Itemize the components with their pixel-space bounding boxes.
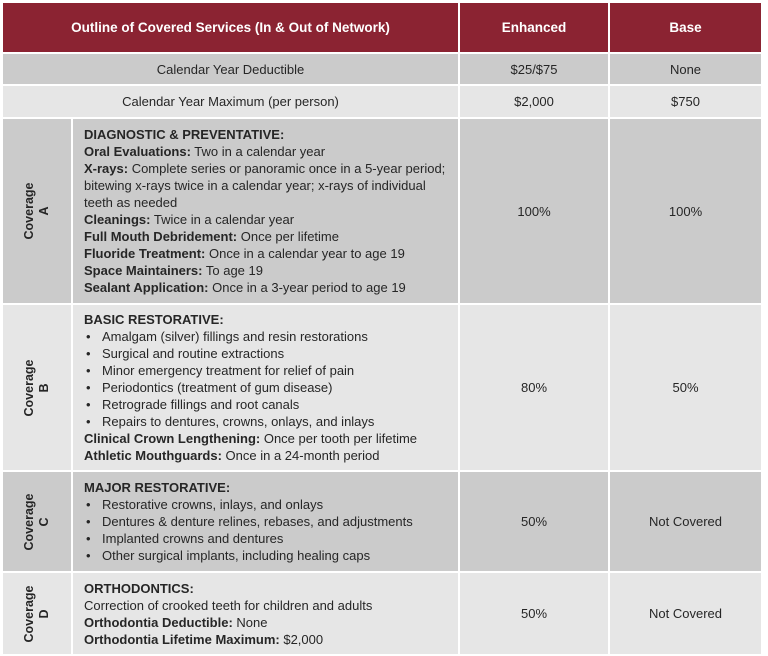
coverage-d-label-letter: D [37,608,51,619]
maximum-label: Calendar Year Maximum (per person) [3,86,458,117]
deductible-enhanced: $25/$75 [460,54,608,84]
coverage-d-line [84,614,458,631]
covered-services-table [1,1,763,656]
coverage-b-label-cell [3,305,71,470]
coverage-b-description [73,305,458,470]
coverage-c-label [22,493,52,550]
coverage-b-base: 50% [610,305,761,470]
coverage-a-base: 100% [610,119,761,303]
header-base: Base [610,3,761,52]
coverage-d-label-top: Coverage [22,585,36,642]
coverage-b-bullet-list [84,328,458,430]
coverage-b-line [84,430,458,447]
coverage-d-description [73,573,458,654]
line-text: Once in a 24-month period [221,448,380,463]
coverage-c-base: Not Covered [610,472,761,571]
list-item: • Surgical and routine extractions [84,345,458,362]
line-term: Sealant Application: [84,280,209,295]
coverage-a-label-top: Coverage [22,182,36,240]
line-term: Space Maintainers: [84,263,203,278]
maximum-enhanced: $2,000 [460,86,608,117]
line-text: Once in a calendar year to age 19 [205,246,405,261]
coverage-d-label-cell [3,573,71,654]
table-header-row [3,3,761,52]
coverage-a-title: DIAGNOSTIC & PREVENTATIVE: [84,127,285,142]
coverage-a-line [84,228,458,245]
table-row-deductible [3,54,761,84]
line-term: X-rays: [84,161,129,176]
header-enhanced: Enhanced [460,3,608,52]
line-term: Athletic Mouthguards: [84,448,222,463]
coverage-c-title: MAJOR RESTORATIVE: [84,480,231,495]
coverage-a-enhanced: 100% [460,119,608,303]
table-row-coverage-a [3,119,761,303]
coverage-a-line [84,279,458,296]
list-item: • Periodontics (treatment of gum disease) [84,379,458,396]
coverage-b-label [22,359,52,416]
coverage-c-bullet-list [84,496,458,564]
line-term: Clinical Crown Lengthening: [84,431,261,446]
line-text: Two in a calendar year [190,144,326,159]
list-item: • Repairs to dentures, crowns, onlays, and inlays [84,413,458,430]
list-item: • Dentures & denture relines, rebases, and adjustments [84,513,458,530]
line-term: Full Mouth Debridement: [84,229,238,244]
table-row-coverage-c [3,472,761,571]
coverage-d-enhanced: 50% [460,573,608,654]
deductible-label: Calendar Year Deductible [3,54,458,84]
line-term: Cleanings: [84,212,151,227]
coverage-d-label [22,585,52,642]
coverage-c-label-top: Coverage [22,493,36,550]
coverage-b-enhanced: 80% [460,305,608,470]
coverage-b-title: BASIC RESTORATIVE: [84,312,224,327]
coverage-c-enhanced: 50% [460,472,608,571]
coverage-a-line [84,262,458,279]
coverage-a-label [22,183,52,240]
coverage-b-label-letter: B [37,382,51,393]
list-item: • Minor emergency treatment for relief of pain [84,362,458,379]
coverage-b-line [84,447,458,464]
list-item: • Amalgam (silver) fillings and resin restorations [84,328,458,345]
coverage-a-line [84,143,458,160]
line-text: Once per tooth per lifetime [260,431,418,446]
table-row-coverage-d [3,573,761,654]
list-item: • Other surgical implants, including healing caps [84,547,458,564]
table-row-coverage-b [3,305,761,470]
line-term: Fluoride Treatment: [84,246,206,261]
coverage-d-line [84,631,458,648]
coverage-a-label-letter: A [37,206,51,216]
coverage-a-line [84,245,458,262]
line-text: To age 19 [202,263,263,278]
coverage-c-description [73,472,458,571]
maximum-base: $750 [610,86,761,117]
header-services: Outline of Covered Services (In & Out of Network) [3,3,458,52]
line-term: Orthodontia Deductible: [84,614,233,630]
list-item: • Restorative crowns, inlays, and onlays [84,496,458,513]
line-text: Complete series or panoramic once in a 5-year period; bitewing x-rays twice in a calendar year; x-rays of individual teeth as needed [84,161,446,210]
coverage-c-label-cell [3,472,71,571]
coverage-c-label-letter: C [37,516,51,527]
line-text: None [232,614,268,630]
coverage-b-label-top: Coverage [22,359,36,416]
line-text: Once in a 3-year period to age 19 [208,280,406,295]
line-term: Orthodontia Lifetime Maximum: [84,631,280,647]
line-text: Once per lifetime [237,229,339,244]
line-term: Oral Evaluations: [84,144,191,159]
list-item: • Implanted crowns and dentures [84,530,458,547]
list-item: • Retrograde fillings and root canals [84,396,458,413]
coverage-d-title: ORTHODONTICS: [84,580,194,596]
deductible-base: None [610,54,761,84]
line-text: $2,000 [279,631,324,647]
coverage-d-plain-line: Correction of crooked teeth for children and adults [84,597,373,613]
line-text: Twice in a calendar year [150,212,295,227]
table-row-maximum [3,86,761,117]
coverage-a-description [73,119,458,303]
coverage-a-label-cell [3,119,71,303]
coverage-a-line [84,160,458,211]
coverage-d-base: Not Covered [610,573,761,654]
coverage-a-line [84,211,458,228]
